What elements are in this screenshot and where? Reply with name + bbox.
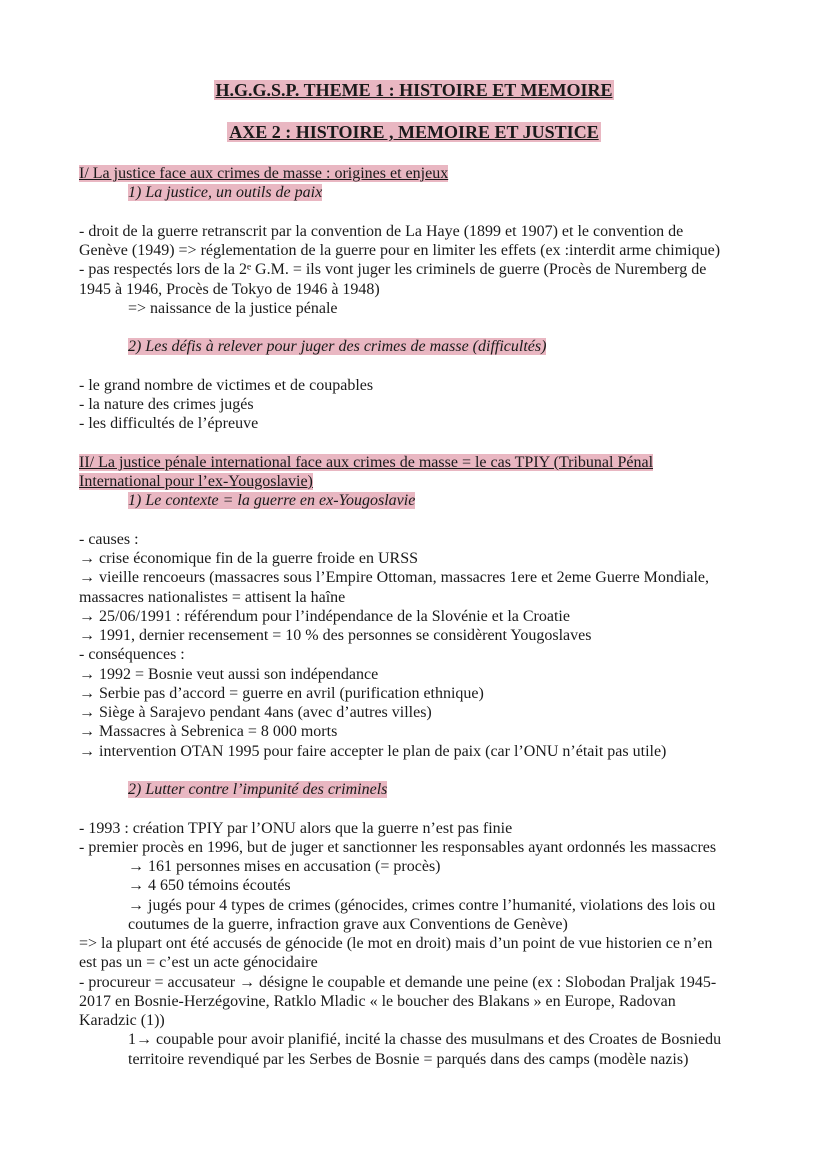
line-text: → Serbie pas d’accord = guerre en avril (purification ethnique) bbox=[79, 684, 484, 702]
blank-line bbox=[79, 799, 799, 818]
line-text: → 4 650 témoins écoutés bbox=[128, 877, 291, 895]
line-text: - conséquences : bbox=[79, 646, 185, 664]
text-line bbox=[79, 722, 799, 741]
text-line bbox=[79, 742, 799, 761]
subtitle-text: AXE 2 : HISTOIRE , MEMOIRE ET JUSTICE bbox=[229, 122, 599, 142]
text-line bbox=[79, 703, 799, 722]
text-line bbox=[79, 838, 799, 857]
indented-line bbox=[79, 857, 799, 876]
line-text: 1→ coupable pour avoir planifié, incité la chasse des musulmans et des Croates de Bosniedu bbox=[128, 1031, 722, 1049]
text-line bbox=[79, 588, 799, 607]
line-text: 2017 en Bosnie-Herzégovine, Ratklo Mladic « le boucher des Blakans » en Europe, Radovan bbox=[79, 992, 676, 1010]
section-heading-text: II/ La justice pénale international face aux crimes de masse = le cas TPIY (Tribunal Pénal bbox=[79, 453, 654, 471]
line-text: → 161 personnes mises en accusation (= procès) bbox=[128, 858, 441, 875]
text-line bbox=[79, 992, 799, 1011]
text-line bbox=[79, 241, 799, 260]
text-line bbox=[79, 934, 799, 953]
line-text: => la plupart ont été accusés de génocide (le mot en droit) mais d’un point de vue historien ce n’en bbox=[79, 935, 713, 952]
subsection-heading-text: 1) La justice, un outils de paix bbox=[128, 184, 323, 202]
indented-line bbox=[79, 876, 799, 895]
line-text: - pas respectés lors de la 2ᵉ G.M. = ils vont juger les criminels de guerre (Procès de Nuremberg de bbox=[79, 261, 707, 279]
line-text: → vieille rencoeurs (massacres sous l’Empire Ottoman, massacres 1ere et 2eme Guerre Mondiale, bbox=[79, 569, 709, 587]
text-line bbox=[79, 222, 799, 241]
line-text: - causes : bbox=[79, 530, 139, 548]
text-line bbox=[79, 549, 799, 568]
indented-line bbox=[79, 1030, 799, 1049]
blank-line bbox=[79, 318, 799, 337]
line-text: → Siège à Sarajevo pendant 4ans (avec d’autres villes) bbox=[79, 704, 432, 721]
text-line bbox=[79, 684, 799, 703]
document-subtitle bbox=[0, 122, 828, 143]
indented-line bbox=[79, 299, 799, 318]
section-heading bbox=[79, 472, 799, 491]
line-text: → jugés pour 4 types de crimes (génocides, crimes contre l’humanité, violations des lois ou bbox=[128, 896, 716, 914]
text-line bbox=[79, 953, 799, 972]
line-text: coutumes de la guerre, infraction grave aux Conventions de Genève) bbox=[128, 915, 568, 933]
blank-line bbox=[79, 761, 799, 780]
line-text: Genève (1949) => réglementation de la guerre pour en limiter les effets (ex :interdit arme chimique) bbox=[79, 242, 721, 259]
text-line bbox=[79, 1011, 799, 1030]
text-line bbox=[79, 260, 799, 279]
title-text: H.G.G.S.P. THEME 1 : HISTOIRE ET MEMOIRE bbox=[215, 80, 613, 100]
text-line bbox=[79, 376, 799, 395]
subsection-heading-text: 1) Le contexte = la guerre en ex-Yougoslavie bbox=[128, 492, 416, 510]
blank-line bbox=[79, 434, 799, 453]
line-text: - premier procès en 1996, but de juger et sanctionner les responsables ayant ordonnés les massacres bbox=[79, 838, 717, 856]
text-line bbox=[79, 607, 799, 626]
line-text: - la nature des crimes jugés bbox=[79, 396, 254, 413]
text-line bbox=[79, 395, 799, 414]
indented-line bbox=[79, 915, 799, 934]
section-heading-text: I/ La justice face aux crimes de masse : origines et enjeux bbox=[79, 165, 449, 182]
line-text: 1945 à 1946, Procès de Tokyo de 1946 à 1948) bbox=[79, 280, 380, 298]
line-text: est pas un = c’est un acte génocidaire bbox=[79, 954, 318, 972]
text-line bbox=[79, 530, 799, 549]
line-text: → 1992 = Bosnie veut aussi son indépendance bbox=[79, 665, 379, 683]
section-heading bbox=[79, 164, 799, 183]
line-text: → Massacres à Sebrenica = 8 000 morts bbox=[79, 723, 338, 741]
indented-line bbox=[79, 896, 799, 915]
text-line bbox=[79, 973, 799, 992]
line-text: massacres nationalistes = attisent la haîne bbox=[79, 588, 346, 606]
line-text: → 1991, dernier recensement = 10 % des personnes se considèrent Yougoslaves bbox=[79, 627, 592, 644]
line-text: territoire revendiqué par les Serbes de Bosnie = parqués dans des camps (modèle nazis) bbox=[128, 1050, 689, 1068]
line-text: → intervention OTAN 1995 pour faire accepter le plan de paix (car l’ONU n’était pas utile) bbox=[79, 742, 667, 760]
text-line bbox=[79, 568, 799, 587]
line-text: → 25/06/1991 : référendum pour l’indépendance de la Slovénie et la Croatie bbox=[79, 607, 570, 625]
line-text: → crise économique fin de la guerre froide en URSS bbox=[79, 550, 419, 567]
indented-line bbox=[79, 1050, 799, 1069]
line-text: - procureur = accusateur → désigne le coupable et demande une peine (ex : Slobodan Praljak 1945- bbox=[79, 973, 717, 991]
text-line bbox=[79, 414, 799, 433]
section-heading-text: International pour l’ex-Yougoslavie) bbox=[79, 473, 313, 490]
line-text: - les difficultés de l’épreuve bbox=[79, 415, 259, 433]
subsection-heading bbox=[79, 337, 799, 356]
line-text: - le grand nombre de victimes et de coupables bbox=[79, 376, 374, 394]
blank-line bbox=[79, 357, 799, 376]
subsection-heading-text: 2) Les défis à relever pour juger des crimes de masse (difficultés) bbox=[128, 338, 547, 356]
document-title bbox=[0, 80, 828, 101]
line-text: => naissance de la justice pénale bbox=[128, 299, 338, 317]
subsection-heading-text: 2) Lutter contre l’impunité des criminels bbox=[128, 781, 388, 798]
text-line bbox=[79, 665, 799, 684]
text-line bbox=[79, 819, 799, 838]
section-heading bbox=[79, 453, 799, 472]
subsection-heading bbox=[79, 183, 799, 202]
blank-line bbox=[79, 203, 799, 222]
line-text: - 1993 : création TPIY par l’ONU alors que la guerre n’est pas finie bbox=[79, 819, 513, 837]
text-line bbox=[79, 645, 799, 664]
subsection-heading bbox=[79, 780, 799, 799]
line-text: - droit de la guerre retranscrit par la convention de La Haye (1899 et 1907) et le convention de bbox=[79, 222, 684, 240]
text-line bbox=[79, 626, 799, 645]
document-body bbox=[79, 164, 799, 1069]
subsection-heading bbox=[79, 491, 799, 510]
line-text: Karadzic (1)) bbox=[79, 1012, 165, 1029]
blank-line bbox=[79, 511, 799, 530]
text-line bbox=[79, 280, 799, 299]
